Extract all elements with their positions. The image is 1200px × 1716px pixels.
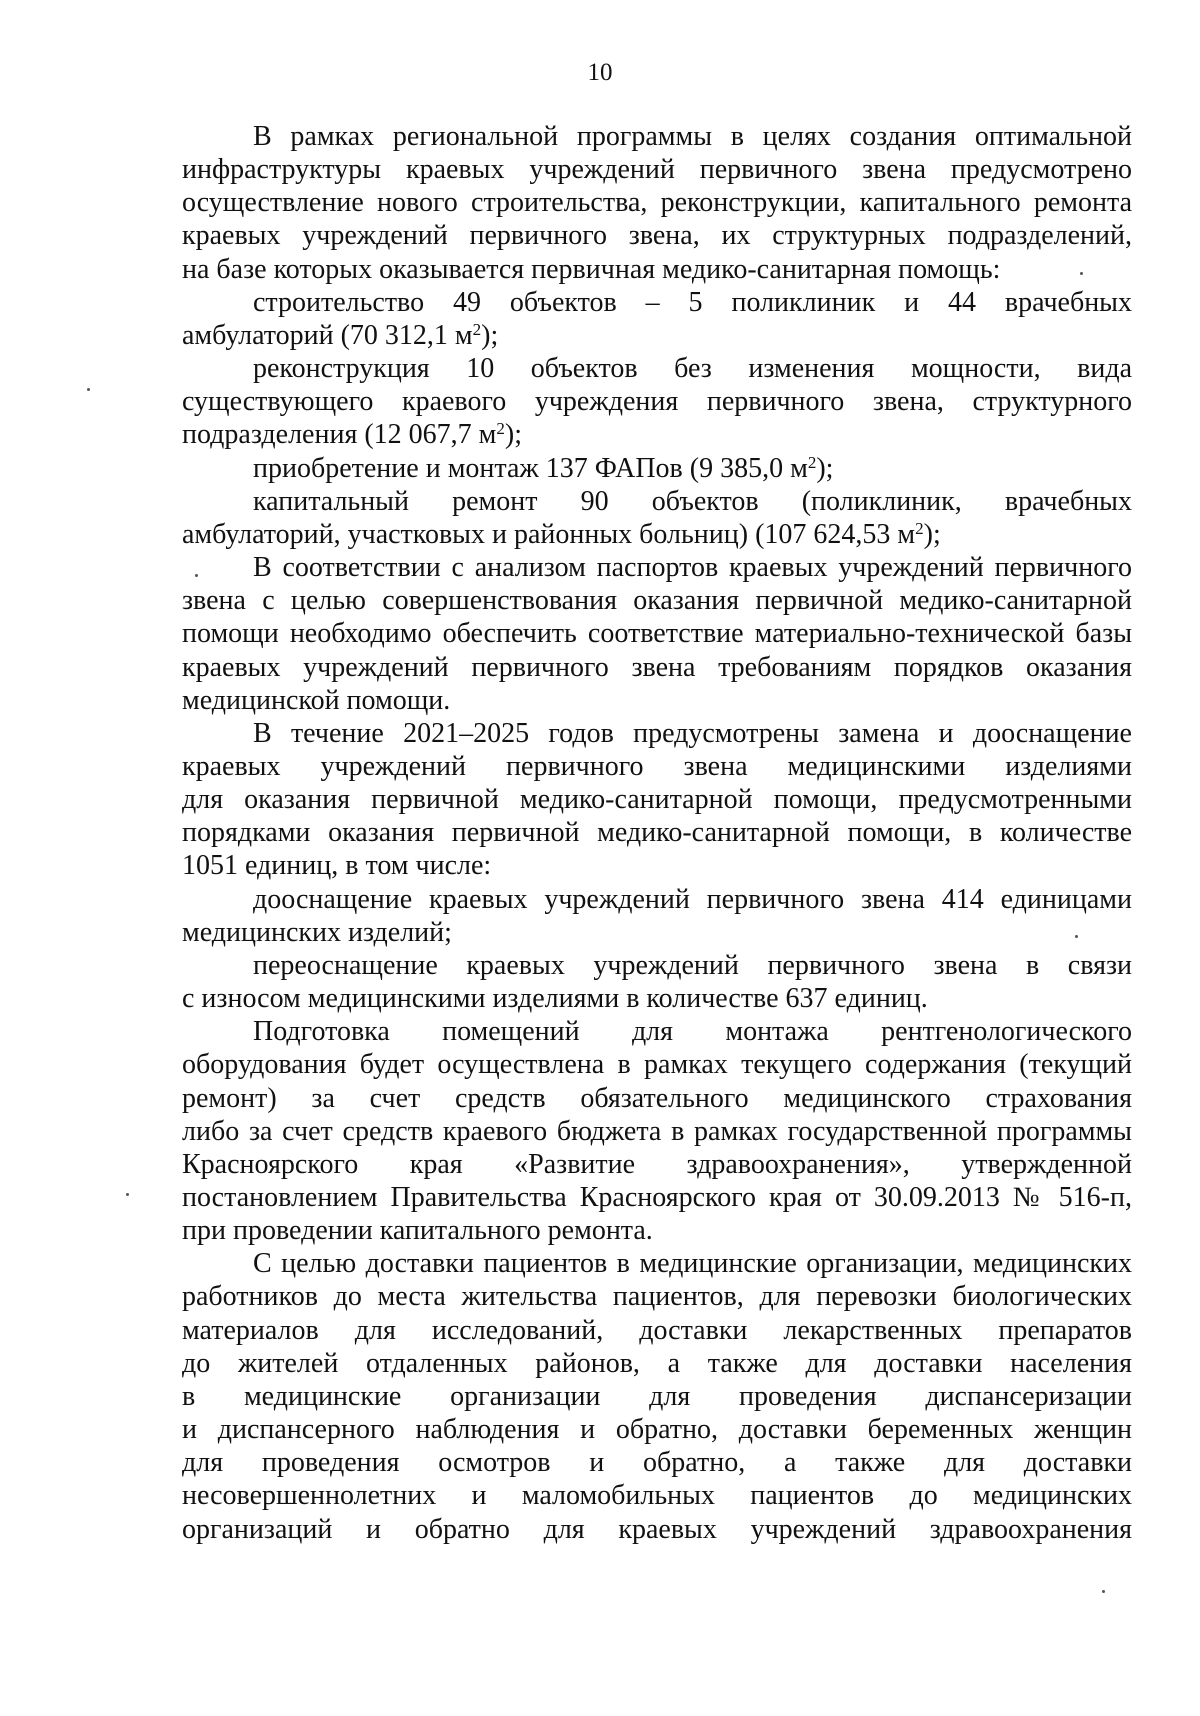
text-line — [182, 1148, 1132, 1181]
superscript: 2 — [472, 319, 482, 339]
text-line — [182, 1513, 1132, 1546]
line-text: Подготовка помещений для монтажа рентгенологического — [253, 1016, 1132, 1048]
text-line — [182, 1048, 1132, 1081]
page-number: 10 — [587, 59, 613, 86]
text-line — [182, 1214, 1132, 1247]
line-text: в медицинские организации для проведения диспансеризации — [182, 1380, 1132, 1412]
line-text-tail: ); — [923, 518, 941, 550]
paragraph-p2 — [182, 286, 1132, 352]
scan-speck — [126, 1193, 129, 1196]
line-text: порядками оказания первичной медико-санитарной помощи, в количестве — [182, 817, 1132, 849]
paragraph-p9 — [182, 949, 1132, 1015]
superscript: 2 — [496, 419, 505, 439]
text-line — [182, 418, 1132, 451]
text-line — [182, 319, 1132, 352]
line-text: капитальный ремонт 90 объектов (поликлиник, врачебных — [253, 485, 1132, 517]
line-text: подразделения (12 067,7 м — [182, 419, 497, 451]
text-line — [182, 153, 1132, 186]
text-line — [182, 849, 1132, 882]
text-line — [182, 219, 1132, 252]
line-text: переоснащение краевых учреждений первичного звена в связи — [253, 949, 1132, 981]
text-line — [182, 385, 1132, 418]
text-line — [182, 1413, 1132, 1446]
text-line — [182, 750, 1132, 783]
text-line — [182, 1479, 1132, 1512]
text-line — [182, 982, 1132, 1015]
text-line — [182, 949, 1132, 982]
text-line — [182, 1115, 1132, 1148]
paragraph-p5 — [182, 485, 1132, 551]
line-text: работников до места жительства пациентов, для перевозки биологических — [182, 1281, 1132, 1313]
paragraph-p8 — [182, 883, 1132, 949]
line-text-tail: ); — [481, 319, 499, 351]
text-line — [182, 1347, 1132, 1380]
text-line — [182, 1247, 1132, 1280]
paragraph-p11 — [182, 1247, 1132, 1545]
text-line — [182, 1446, 1132, 1479]
text-line — [182, 717, 1132, 750]
line-text: строительство 49 объектов – 5 поликлиник и 44 врачебных — [253, 286, 1132, 318]
line-text: амбулаторий (70 312,1 м — [182, 319, 473, 351]
text-line — [182, 617, 1132, 650]
text-line — [182, 1314, 1132, 1347]
text-line — [182, 1181, 1132, 1214]
scan-speck — [1075, 935, 1078, 938]
paragraph-p4 — [182, 452, 1132, 485]
text-line — [182, 551, 1132, 584]
text-line — [182, 186, 1132, 219]
text-line — [182, 883, 1132, 916]
line-text: краевых учреждений первичного звена, их структурных подразделений, — [182, 220, 1132, 252]
text-line — [182, 783, 1132, 816]
line-text: постановлением Правительства Красноярского края от 30.09.2013 № 516-п, — [182, 1182, 1132, 1213]
text-line — [182, 651, 1132, 684]
text-line — [182, 584, 1132, 617]
line-text: медицинских изделий; — [182, 916, 452, 948]
line-text: звена с целью совершенствования оказания первичной медико-санитарной — [182, 585, 1132, 617]
paragraph-p3 — [182, 352, 1132, 451]
text-line — [182, 352, 1132, 385]
line-text: В соответствии с анализом паспортов краевых учреждений первичного — [253, 552, 1132, 584]
line-text: ремонт) за счет средств обязательного медицинского страхования — [182, 1082, 1132, 1114]
line-text-tail: ); — [816, 452, 834, 484]
line-text: либо за счет средств краевого бюджета в рамках государственной программы — [182, 1115, 1132, 1147]
line-text: материалов для исследований, доставки лекарственных препаратов — [182, 1314, 1132, 1346]
text-line — [182, 916, 1132, 949]
line-text: для проведения осмотров и обратно, а также для доставки — [182, 1447, 1132, 1479]
line-text: краевых учреждений первичного звена медицинскими изделиями — [182, 750, 1132, 782]
scan-speck — [87, 388, 90, 391]
text-line — [182, 1380, 1132, 1413]
line-text: С целью доставки пациентов в медицинские организации, медицинских — [253, 1248, 1132, 1280]
line-text: с износом медицинскими изделиями в количестве 637 единиц. — [182, 983, 928, 1015]
line-text: краевых учреждений первичного звена требованиям порядков оказания — [182, 651, 1132, 683]
line-text: Красноярского края «Развитие здравоохранения», утвержденной — [182, 1148, 1132, 1180]
document-body — [182, 120, 1132, 1546]
paragraph-p10 — [182, 1015, 1132, 1247]
line-text: В рамках региональной программы в целях создания оптимальной — [253, 121, 1132, 152]
paragraph-p1 — [182, 120, 1132, 286]
text-line — [182, 1082, 1132, 1115]
line-text: при проведении капитального ремонта. — [182, 1215, 653, 1247]
text-line — [182, 684, 1132, 717]
line-text: инфраструктуры краевых учреждений первичного звена предусмотрено — [182, 154, 1132, 186]
line-text: дооснащение краевых учреждений первичного звена 414 единицами — [253, 883, 1132, 915]
text-line — [182, 120, 1132, 153]
line-text: несовершеннолетних и маломобильных пациентов до медицинских — [182, 1480, 1132, 1512]
line-text: 1051 единиц, в том числе: — [182, 850, 492, 882]
text-line — [182, 286, 1132, 319]
paragraph-p6 — [182, 551, 1132, 717]
line-text: для оказания первичной медико-санитарной помощи, предусмотренными — [182, 784, 1132, 816]
text-line — [182, 1015, 1132, 1048]
line-text: амбулаторий, участковых и районных больниц) (107 624,53 м — [182, 518, 916, 550]
text-line — [182, 485, 1132, 518]
line-text: помощи необходимо обеспечить соответствие материально-технической базы — [182, 618, 1132, 650]
text-line — [182, 253, 1132, 286]
scan-speck — [195, 574, 198, 577]
text-line — [182, 452, 1132, 485]
line-text: и диспансерного наблюдения и обратно, доставки беременных женщин — [182, 1414, 1132, 1446]
line-text: оборудования будет осуществлена в рамках текущего содержания (текущий — [182, 1049, 1132, 1081]
text-line — [182, 1280, 1132, 1313]
line-text: приобретение и монтаж 137 ФАПов (9 385,0 м — [253, 452, 808, 484]
line-text: на базе которых оказывается первичная медико-санитарная помощь: — [182, 253, 1001, 285]
line-text-tail: ); — [504, 419, 522, 451]
line-text: В течение 2021–2025 годов предусмотрены замена и дооснащение — [253, 717, 1132, 749]
text-line — [182, 518, 1132, 551]
line-text: реконструкция 10 объектов без изменения мощности, вида — [253, 353, 1132, 385]
scan-speck — [1080, 272, 1083, 275]
line-text: существующего краевого учреждения первичного звена, структурного — [182, 386, 1132, 418]
superscript: 2 — [807, 452, 817, 472]
scan-speck — [1102, 1590, 1105, 1593]
line-text: организаций и обратно для краевых учреждений здравоохранения — [182, 1513, 1132, 1545]
paragraph-p7 — [182, 717, 1132, 883]
line-text: медицинской помощи. — [182, 684, 451, 716]
line-text: до жителей отдаленных районов, а также для доставки населения — [182, 1347, 1132, 1379]
line-text: осуществление нового строительства, реконструкции, капитального ремонта — [182, 187, 1132, 219]
superscript: 2 — [915, 518, 924, 538]
text-line — [182, 816, 1132, 849]
